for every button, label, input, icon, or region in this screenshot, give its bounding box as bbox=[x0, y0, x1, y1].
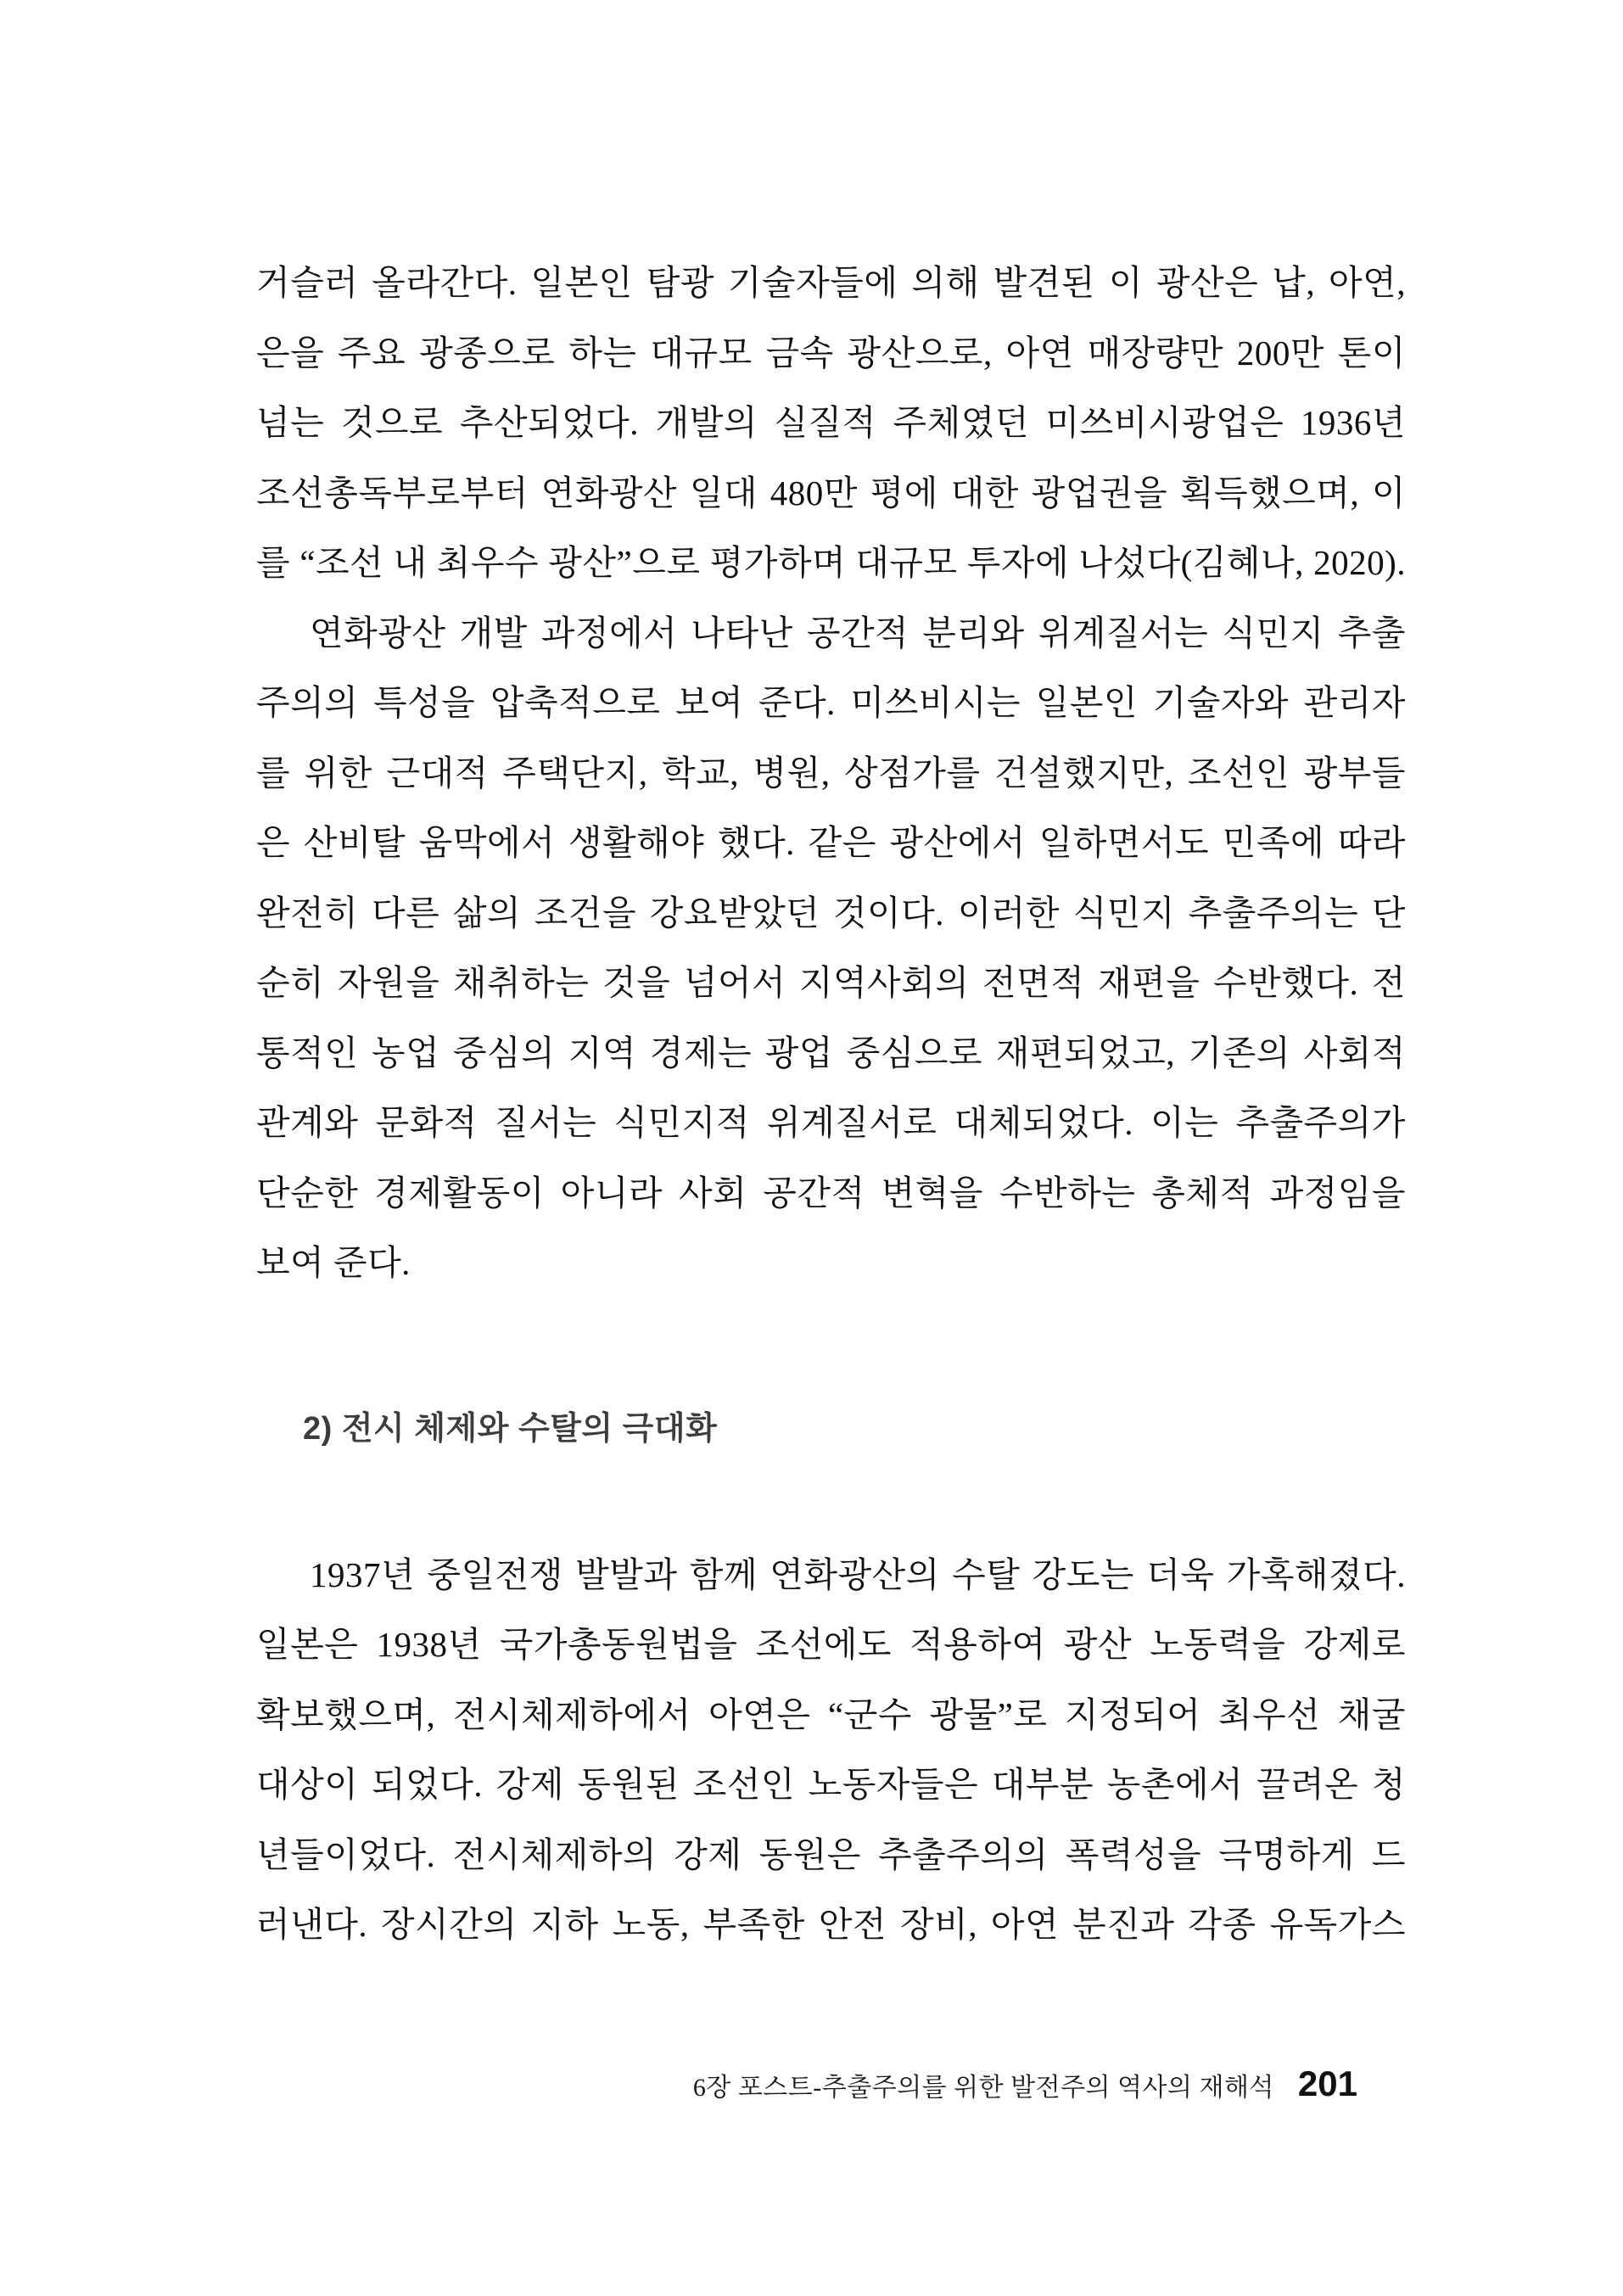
page-number: 201 bbox=[1297, 2064, 1357, 2103]
body-line: 년들이었다. 전시체제하의 강제 동원은 추출주의의 폭력성을 극명하게 드 bbox=[256, 1834, 1406, 1874]
body-line: 단순한 경제활동이 아니라 사회 공간적 변혁을 수반하는 총체적 과정임을 bbox=[256, 1173, 1406, 1212]
body-line: 통적인 농업 중심의 지역 경제는 광업 중심으로 재편되었고, 기존의 사회적 bbox=[256, 1033, 1406, 1072]
body-line: 관계와 문화적 질서는 식민지적 위계질서로 대체되었다. 이는 추출주의가 bbox=[256, 1103, 1406, 1142]
body-line: 주의의 특성을 압축적으로 보여 준다. 미쓰비시는 일본인 기술자와 관리자 bbox=[256, 683, 1406, 722]
body-line: 대상이 되었다. 강제 동원된 조선인 노동자들은 대부분 농촌에서 끌려온 청 bbox=[256, 1765, 1406, 1804]
body-line: 일본은 1938년 국가총동원법을 조선에도 적용하여 광산 노동력을 강제로 bbox=[256, 1625, 1406, 1664]
body-line: 보여 준다. bbox=[256, 1243, 411, 1282]
body-line: 확보했으며, 전시체제하에서 아연은 “군수 광물”로 지정되어 최우선 채굴 bbox=[256, 1694, 1406, 1734]
body-line: 넘는 것으로 추산되었다. 개발의 실질적 주체였던 미쓰비시광업은 1936년 bbox=[256, 403, 1406, 442]
body-line: 은을 주요 광종으로 하는 대규모 금속 광산으로, 아연 매장량만 200만 톤이 bbox=[256, 333, 1406, 372]
body-line: 를 “조선 내 최우수 광산”으로 평가하며 대규모 투자에 나섰다(김혜나, 2020). bbox=[256, 543, 1406, 582]
section-heading: 2) 전시 체제와 수탈의 극대화 bbox=[303, 1410, 718, 1447]
body-line: 조선총독부로부터 연화광산 일대 480만 평에 대한 광업권을 획득했으며, 이 bbox=[256, 473, 1406, 512]
footer-running-title: 6장 포스트-추출주의를 위한 발전주의 역사의 재해석 bbox=[692, 2074, 1274, 2102]
body-line: 1937년 중일전쟁 발발과 함께 연화광산의 수탈 강도는 더욱 가혹해졌다. bbox=[310, 1554, 1406, 1594]
body-line: 거슬러 올라간다. 일본인 탐광 기술자들에 의해 발견된 이 광산은 납, 아연, bbox=[256, 263, 1406, 302]
body-line: 완전히 다른 삶의 조건을 강요받았던 것이다. 이러한 식민지 추출주의는 단 bbox=[256, 893, 1406, 932]
body-line: 은 산비탈 움막에서 생활해야 했다. 같은 광산에서 일하면서도 민족에 따라 bbox=[256, 823, 1406, 862]
body-line: 연화광산 개발 과정에서 나타난 공간적 분리와 위계질서는 식민지 추출 bbox=[310, 613, 1406, 652]
body-line: 러낸다. 장시간의 지하 노동, 부족한 안전 장비, 아연 분진과 각종 유독가스 bbox=[256, 1905, 1406, 1944]
body-line: 순히 자원을 채취하는 것을 넘어서 지역사회의 전면적 재편을 수반했다. 전 bbox=[256, 963, 1406, 1002]
page-footer bbox=[693, 2060, 1357, 2112]
body-line: 를 위한 근대적 주택단지, 학교, 병원, 상점가를 건설했지만, 조선인 광부들 bbox=[256, 753, 1406, 792]
text-block bbox=[256, 248, 1406, 1960]
